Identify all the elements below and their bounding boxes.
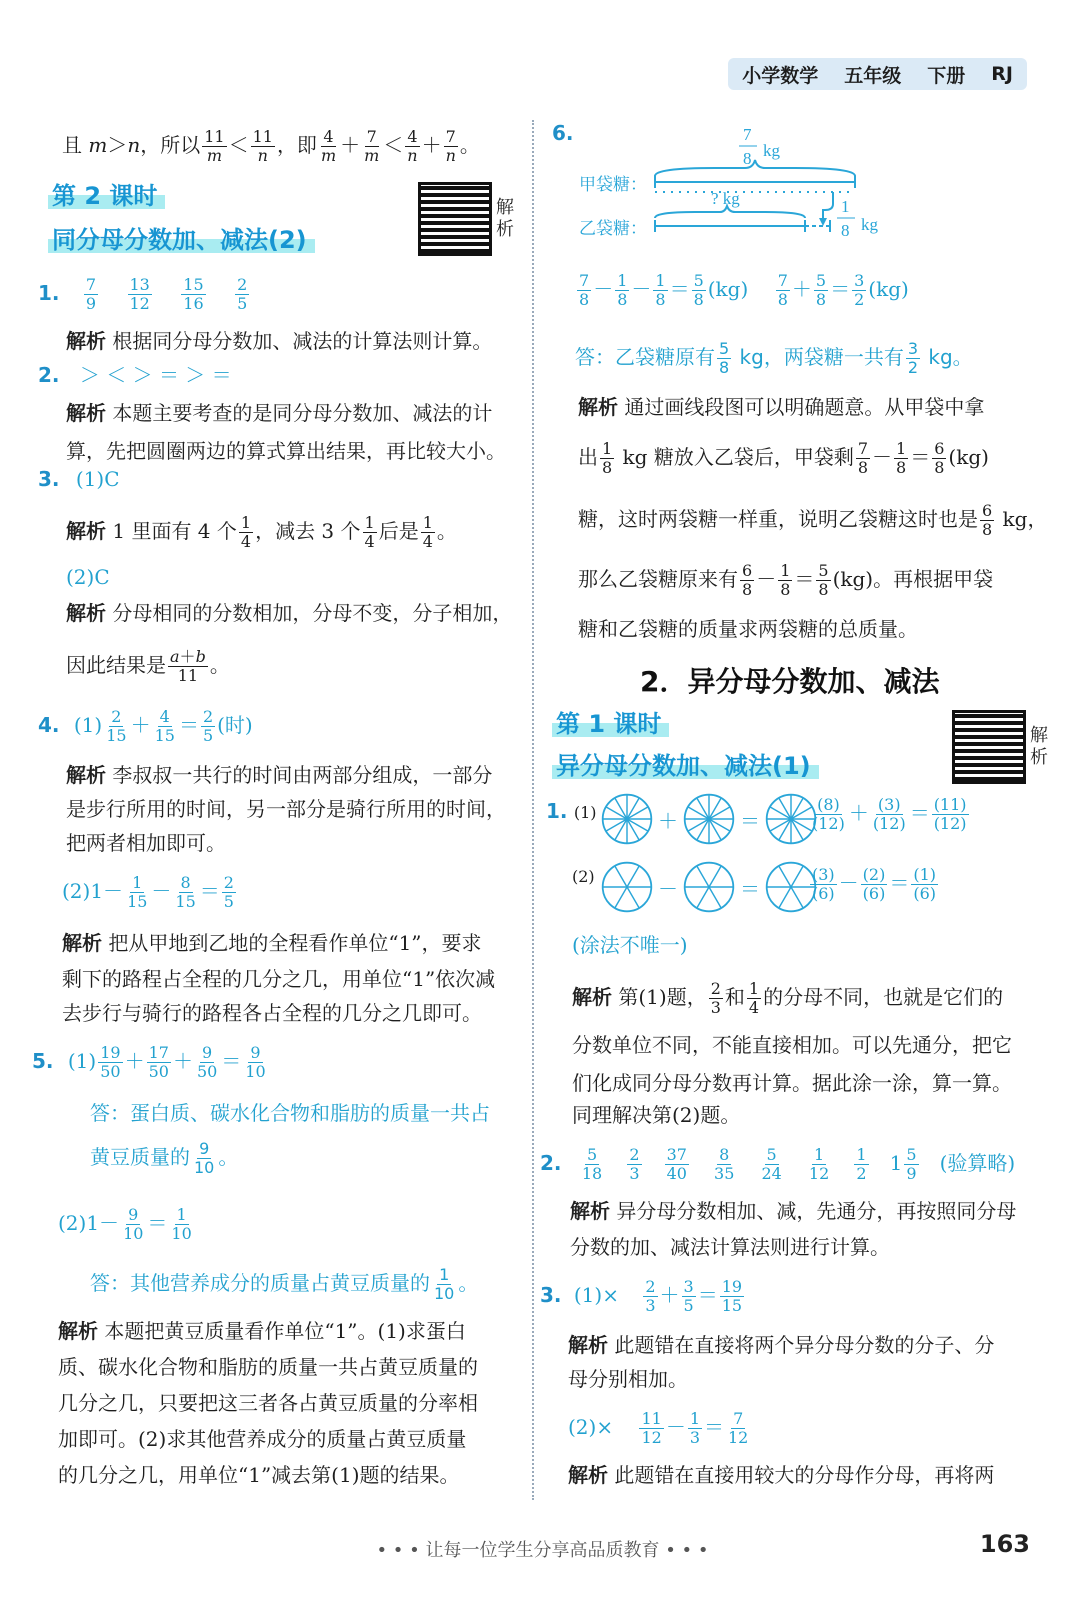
svg-text:8: 8: [743, 149, 752, 168]
r2-expl-2: 分数的加、减法计算法则进行计算。: [570, 1235, 890, 1259]
column-divider: [532, 120, 534, 1500]
brace-top: [655, 160, 855, 176]
q6-expl-3: 糖，这时两袋糖一样重，说明乙袋糖这时也是 $\frac{6}{8}$ kg，: [578, 501, 1048, 539]
q2-answers: 2. ＞ ＜ ＞ ＝ ＞ ＝: [38, 363, 232, 387]
q3-part1-explanation: 解析 1 里面有 4 个 $\frac{1}{4}$ ，减去 3 个 $\frac{1}{4}$ 后是 $\frac{1}{4}$ 。: [66, 513, 457, 551]
grade: 五年级: [844, 64, 902, 87]
q4-part2-expl-2: 剩下的路程占全程的几分之几，用单位“1”依次减: [62, 967, 496, 991]
q6-number: 6.: [552, 121, 574, 145]
subject: 小学数学: [742, 64, 819, 87]
q5-part1-answer-2: 黄豆质量的 $\frac{9}{10}$ 。: [90, 1139, 239, 1177]
q4-part1: 4. (1) $\frac{2}{15}$ ＋ $\frac{4}{15}$ ＝ $\frac{2}{5}$ (时): [38, 707, 253, 745]
wheel-1: [600, 792, 654, 846]
q4-part2-expl-3: 去步行与骑行的路程各占全程的几分之几即可。: [62, 1001, 482, 1025]
line-segment-diagram: [575, 120, 905, 255]
r2-answers: 2. $\frac{5}{18}$ $\frac{2}{3}$ $\frac{37}{40}$ $\frac{8}{35}$ $\frac{5}{24}$ $\frac{1}{12}$ $\frac{1}{2}$ 1 $\frac{5}{9}$ (验算略): [540, 1145, 1016, 1183]
q6-expl-1: 解析 通过画线段图可以明确题意。从甲袋中拿: [578, 395, 985, 419]
q5-part2: (2)1－ $\frac{9}{10}$ ＝ $\frac{1}{10}$: [58, 1205, 192, 1243]
edition: RJ: [991, 63, 1013, 85]
r1-expl-3: 们化成同分母分数再计算。据此涂一涂，算一算。: [572, 1071, 1012, 1095]
q2-explanation-2: 算，先把圆圈两边的算式算出结果，再比较大小。: [66, 439, 506, 463]
qr-label: 解析: [1030, 725, 1048, 768]
q1-answers: 1. $\frac{7}{9}$ $\frac{13}{12}$ $\frac{15}{16}$ $\frac{2}{5}$: [38, 275, 248, 313]
r1-part2-wheels: － ＝: [600, 860, 818, 914]
lesson-number: 第 2 课时: [52, 176, 157, 211]
q5-part1: 5. (1) $\frac{19}{50}$ ＋ $\frac{17}{50}$ ＋ $\frac{9}{50}$ ＝ $\frac{9}{10}$: [32, 1043, 266, 1081]
book-header: [728, 58, 1027, 90]
svg-text:kg: kg: [763, 141, 780, 160]
r1-expl-1: 解析 第(1)题， $\frac{2}{3}$ 和 $\frac{1}{4}$ 的分母不同，也就是它们的: [572, 979, 1004, 1017]
r1-part2-label: (2): [572, 867, 595, 886]
q6-calculation: $\frac{7}{8}$ － $\frac{1}{8}$ － $\frac{1}{8}$ ＝ $\frac{5}{8}$ (kg) $\frac{7}{8}$ ＋ $\frac{5}{8}$ ＝ $\frac{3}{2}$ (kg): [579, 271, 909, 309]
qr-icon: [418, 182, 492, 256]
intro-line: 且 m＞n，所以 $\frac{11}{m}$ ＜ $\frac{11}{n}$ ，即 $\frac{4}{m}$ ＋ $\frac{7}{m}$ ＜ $\frac{4}{n}$ ＋ $\frac{7}{n}$ 。: [62, 127, 480, 165]
qr-icon: [952, 710, 1026, 784]
q4-part1-expl-2: 是步行所用的时间，另一部分是骑行所用的时间，: [66, 797, 506, 821]
r3-expl-2: 母分别相加。: [568, 1367, 688, 1391]
svg-text:7: 7: [743, 125, 752, 144]
unknown-label: ? kg: [711, 189, 740, 208]
q3-part2-explanation: 解析 分母相同的分数相加，分母不变，分子相加，: [66, 601, 513, 625]
wheel-5: [682, 860, 736, 914]
right-fraction-label: [837, 197, 879, 240]
r1-note: (涂法不唯一): [572, 933, 688, 957]
r3-part1: 3. (1)× $\frac{2}{3}$ ＋ $\frac{3}{5}$ ＝ $\frac{19}{15}$: [540, 1277, 743, 1315]
top-fraction-label: [739, 125, 781, 168]
r1-expl-2: 分数单位不同，不能直接相加。可以先通分，把它: [572, 1033, 1012, 1057]
bag-b-label: 乙袋糖：: [579, 219, 647, 238]
q1-explanation: 解析 根据同分母分数加、减法的计算法则计算。: [66, 329, 493, 353]
r1-expl-4: 同理解决第(2)题。: [572, 1103, 741, 1127]
q5-expl-2: 质、碳水化合物和脂肪的质量一共占黄豆质量的: [58, 1355, 478, 1379]
q6-answer: 答：乙袋糖原有 $\frac{5}{8}$ kg，两袋糖一共有 $\frac{3}{2}$ kg。: [575, 339, 973, 377]
qr-label: 解析: [496, 197, 514, 240]
bag-a-label: 甲袋糖：: [579, 175, 647, 194]
r3-expl-1: 解析 此题错在直接将两个异分母分数的分子、分: [568, 1333, 995, 1357]
q5-expl-5: 的几分之几，用单位“1”减去第(1)题的结果。: [58, 1463, 460, 1487]
q3-part2: (2)C: [66, 565, 110, 589]
lesson-title: 同分母分数加、减法(2): [52, 220, 307, 255]
q2-explanation-1: 解析 本题主要考查的是同分母分数加、减法的计: [66, 401, 493, 425]
transfer-arrow: [823, 192, 833, 220]
q4-part2-expl-1: 解析 把从甲地到乙地的全程看作单位“1”，要求: [62, 931, 482, 955]
wheel-4: [600, 860, 654, 914]
footer-slogan: • • • 让每一位学生分享高品质教育 • • •: [376, 1540, 709, 1561]
q5-expl-3: 几分之几，只要把这三者各占黄豆质量的分率相: [58, 1391, 478, 1415]
q5-part1-answer-1: 答：蛋白质、碳水化合物和脂肪的质量一共占: [90, 1101, 490, 1125]
r1-part1-wheels: ＋ ＝: [600, 792, 818, 846]
q6-expl-4: 那么乙袋糖原来有 $\frac{6}{8}$ － $\frac{1}{8}$ ＝ $\frac{5}{8}$ (kg)。再根据甲袋: [578, 561, 994, 599]
volume: 下册: [927, 64, 966, 87]
qr-code-right[interactable]: [952, 710, 1050, 784]
q3-part1: 3. (1)C: [38, 467, 120, 491]
q4-part2: (2)1－ $\frac{1}{15}$ － $\frac{8}{15}$ ＝ $\frac{2}{5}$: [62, 873, 234, 911]
svg-text:1: 1: [841, 197, 850, 216]
q6-expl-2: 出 $\frac{1}{8}$ kg 糖放入乙袋后，甲袋剩 $\frac{7}{8}$ － $\frac{1}{8}$ ＝ $\frac{6}{8}$ (kg): [578, 439, 989, 477]
q5-expl-4: 加即可。(2)求其他营养成分的质量占黄豆质量: [58, 1427, 467, 1451]
page-number: 163: [979, 1530, 1030, 1558]
svg-text:8: 8: [841, 221, 850, 240]
qr-code-left[interactable]: [418, 182, 516, 256]
section-title: 2．异分母分数加、减法: [640, 665, 940, 698]
r2-expl-1: 解析 异分母分数相加、减，先通分，再按照同分母: [570, 1199, 1017, 1223]
r3-part2: (2)× $\frac{11}{12}$ － $\frac{1}{3}$ ＝ $\frac{7}{12}$: [568, 1409, 749, 1447]
q5-part2-answer: 答：其他营养成分的质量占黄豆质量的 $\frac{1}{10}$ 。: [90, 1265, 479, 1303]
q4-part1-expl-1: 解析 李叔叔一共行的时间由两部分组成，一部分: [66, 763, 493, 787]
q3-part2-result: 因此结果是 $\frac{a+b}{11}$ 。: [66, 647, 230, 685]
r3-expl-3: 解析 此题错在直接用较大的分母作分母，再将两: [568, 1463, 995, 1487]
q6-expl-5: 糖和乙袋糖的质量求两袋糖的总质量。: [578, 617, 918, 641]
lesson-number-right: 第 1 课时: [556, 704, 661, 739]
r1-part1-equation: $\frac{(8)}{(12)}$ ＋ $\frac{(3)}{(12)}$ ＝ $\frac{(11)}{(12)}$: [812, 795, 967, 833]
q5-expl-1: 解析 本题把黄豆质量看作单位“1”。(1)求蛋白: [58, 1319, 466, 1343]
wheel-2: [682, 792, 736, 846]
r1-part1: 1. (1): [546, 799, 597, 823]
svg-text:kg: kg: [861, 215, 878, 234]
lesson-title-right: 异分母分数加、减法(1): [556, 746, 811, 781]
q4-part1-expl-3: 把两者相加即可。: [66, 831, 226, 855]
r1-part2-equation: $\frac{(3)}{(6)}$ － $\frac{(2)}{(6)}$ ＝ $\frac{(1)}{(6)}$: [812, 865, 937, 903]
